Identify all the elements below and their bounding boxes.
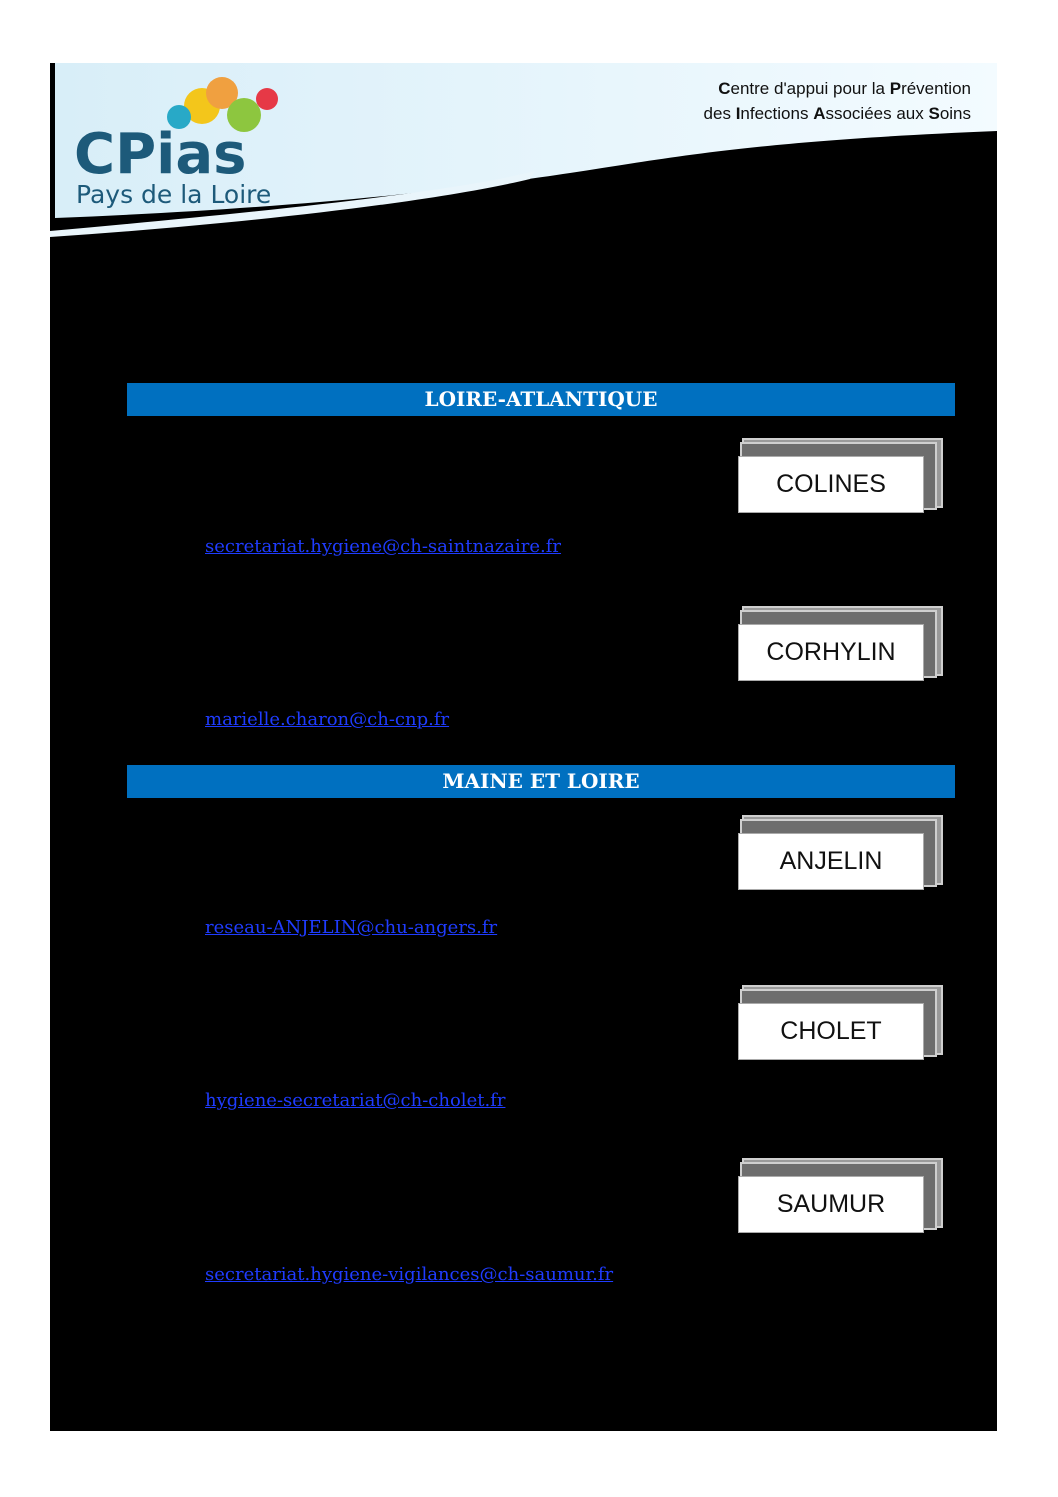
document-page — [50, 63, 997, 1431]
cpias-logo — [70, 73, 310, 223]
network-button-cholet[interactable] — [738, 985, 943, 1060]
organization-name-line2: des Infections Associées aux Soins — [703, 104, 971, 123]
network-button-label: ANJELIN — [738, 833, 924, 890]
network-button-label: CHOLET — [738, 1003, 924, 1060]
email-link-corhylin[interactable]: marielle.charon@ch-cnp.fr — [205, 709, 450, 730]
network-button-label: COLINES — [738, 456, 924, 513]
section-header-loire-atlantique: LOIRE-ATLANTIQUE — [127, 383, 955, 416]
network-button-corhylin[interactable] — [738, 606, 943, 681]
logo-subtitle: Pays de la Loire — [76, 180, 272, 209]
network-button-label: SAUMUR — [738, 1176, 924, 1233]
section-header-maine-et-loire: MAINE ET LOIRE — [127, 765, 955, 798]
network-button-colines[interactable] — [738, 438, 943, 513]
organization-name-line1: Centre d'appui pour la Prévention — [718, 79, 971, 98]
organization-name — [704, 76, 971, 126]
email-link-colines[interactable]: secretariat.hygiene@ch-saintnazaire.fr — [205, 536, 562, 557]
email-link-cholet[interactable]: hygiene-secretariat@ch-cholet.fr — [205, 1090, 506, 1111]
network-button-anjelin[interactable] — [738, 815, 943, 890]
network-button-saumur[interactable] — [738, 1158, 943, 1233]
network-button-label: CORHYLIN — [738, 624, 924, 681]
email-link-anjelin[interactable]: reseau-ANJELIN@chu-angers.fr — [205, 917, 498, 938]
logo-red-circle — [256, 88, 278, 110]
logo-text: CPias — [74, 122, 247, 187]
email-link-saumur[interactable]: secretariat.hygiene-vigilances@ch-saumur.fr — [205, 1264, 614, 1285]
